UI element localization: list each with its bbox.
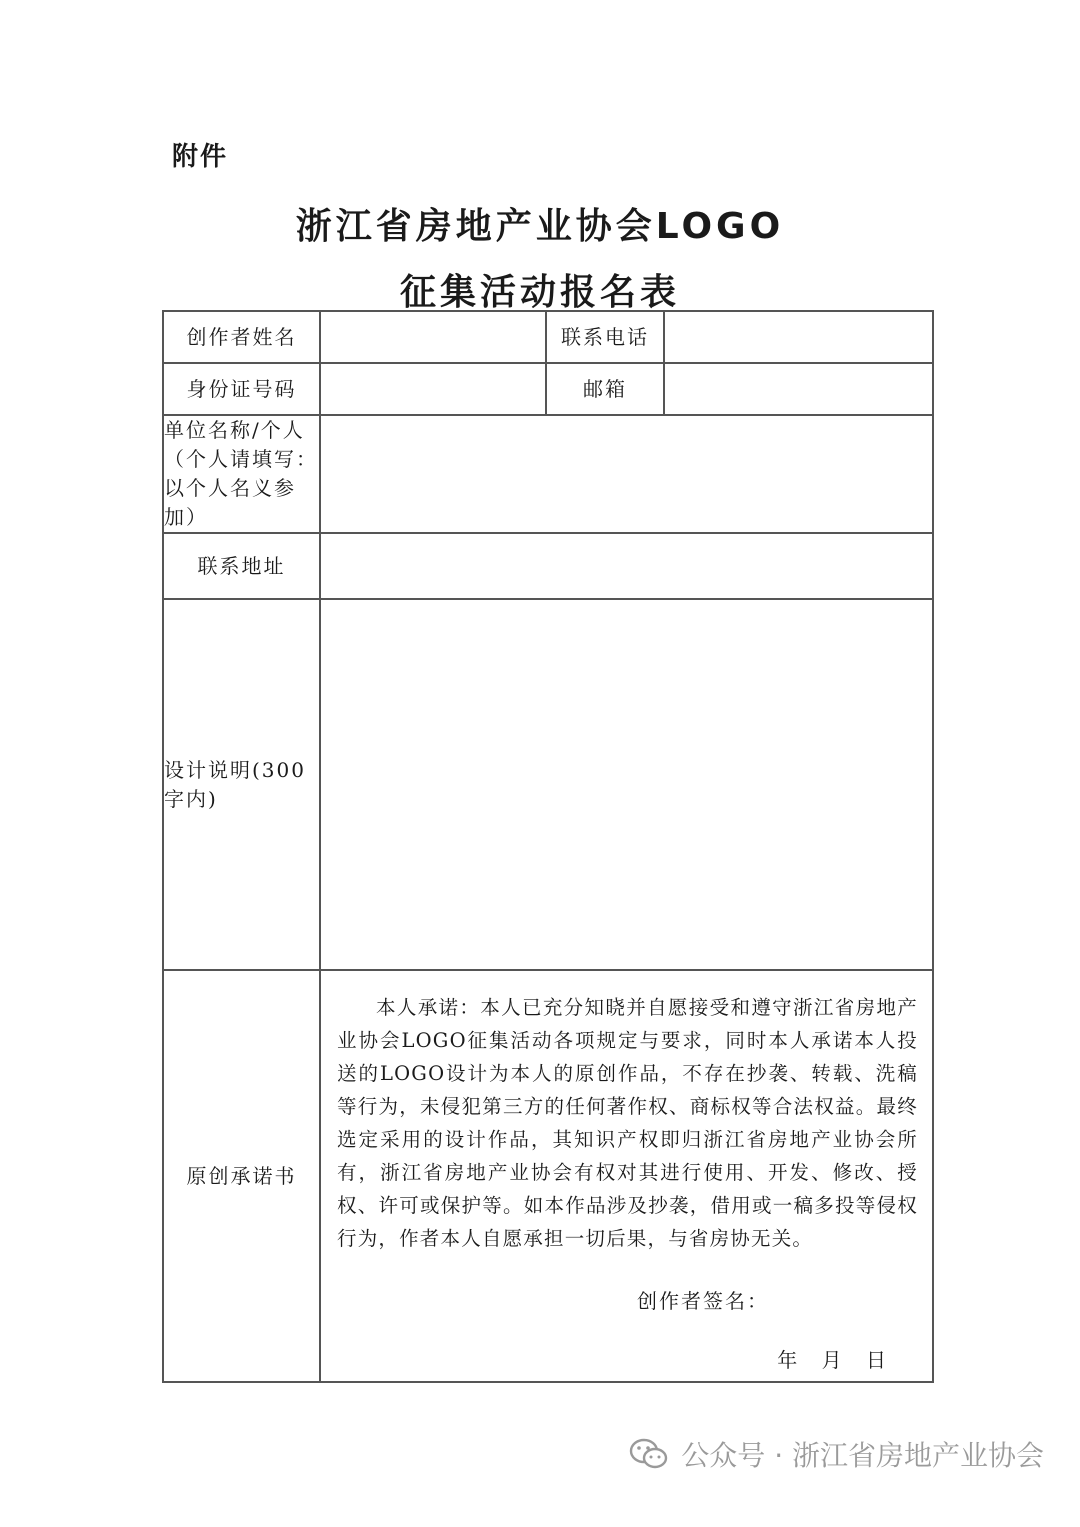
row-address: [163, 533, 933, 599]
row-pledge: [163, 970, 933, 1382]
pledge-text: 本人承诺：本人已充分知晓并自愿接受和遵守浙江省房地产业协会LOGO征集活动各项规定与要求，同时本人承诺本人投送的LOGO设计为本人的原创作品，不存在抄袭、转载、洗稿等行为，未侵犯第三方的任何著作权、商标权等合法权益。最终选定采用的设计作品，其知识产权即归浙江省房地产业协会所有，浙江省房地产业协会有权对其进行使用、开发、修改、授权、许可或保护等。如本作品涉及抄袭，借用或一稿多投等侵权行为，作者本人自愿承担一切后果，与省房协无关。: [337, 996, 918, 1250]
address-label: 联系地址: [163, 533, 320, 599]
document-subtitle: 征集活动报名表: [399, 272, 680, 313]
email-label: 邮箱: [546, 363, 664, 415]
registration-form: [162, 310, 934, 1383]
creator-name-field[interactable]: [320, 311, 546, 363]
row-creator-name: [163, 311, 933, 363]
design-description-label: 设计说明(300字内): [163, 599, 320, 970]
row-id-number: [163, 363, 933, 415]
id-number-field[interactable]: [320, 363, 546, 415]
organization-label: 单位名称/个人（个人请填写：以个人名义参加）: [163, 415, 320, 533]
phone-field[interactable]: [664, 311, 933, 363]
wechat-icon: [629, 1437, 669, 1471]
pledge-cell: [320, 970, 933, 1382]
creator-name-label: 创作者姓名: [163, 311, 320, 363]
row-design-description: [163, 599, 933, 970]
phone-label: 联系电话: [546, 311, 664, 363]
document-title: 浙江省房地产业协会LOGO: [295, 206, 785, 247]
attachment-label: 附件: [172, 142, 229, 172]
signature-label: 创作者签名：: [637, 1289, 769, 1313]
watermark-text: 公众号 · 浙江省房地产业协会: [681, 1439, 1044, 1472]
organization-field[interactable]: [320, 415, 933, 533]
pledge-label: 原创承诺书: [163, 970, 320, 1382]
email-field[interactable]: [664, 363, 933, 415]
id-number-label: 身份证号码: [163, 363, 320, 415]
watermark: [629, 1434, 1044, 1474]
address-field[interactable]: [320, 533, 933, 599]
design-description-field[interactable]: [320, 599, 933, 970]
date-label: 年 月 日: [777, 1348, 888, 1372]
row-organization: [163, 415, 933, 533]
